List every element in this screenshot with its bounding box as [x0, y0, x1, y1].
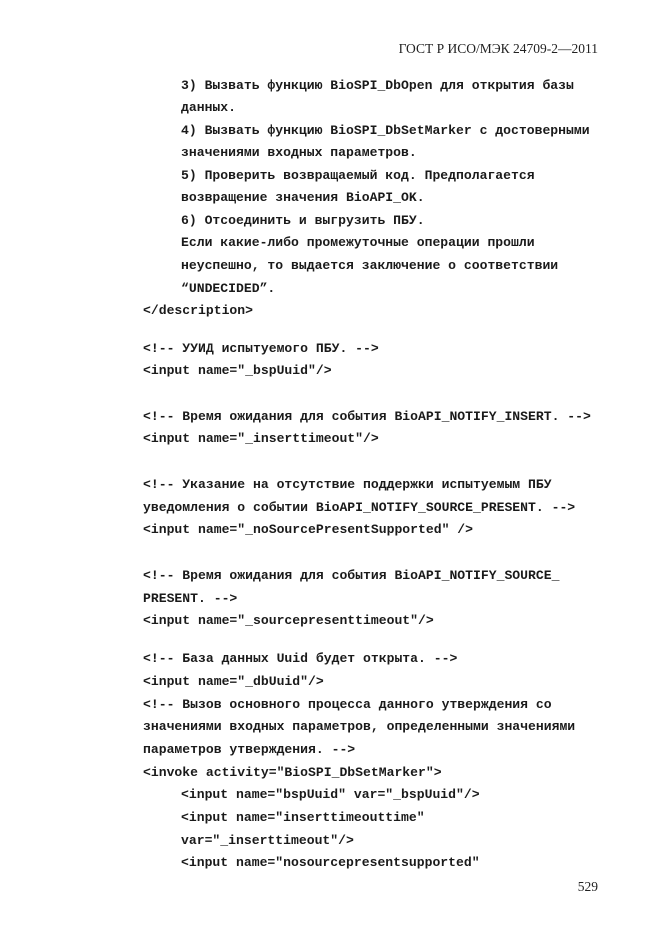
- code-line: <input name="_sourcepresenttimeout"/>: [143, 613, 434, 628]
- code-line: 6) Отсоединить и выгрузить ПБУ.: [181, 213, 425, 228]
- code-line: значениями входных параметров, определенными значениями: [143, 719, 576, 734]
- code-line: параметров утверждения. -->: [143, 742, 356, 757]
- code-line: <input name="bspUuid" var="_bspUuid"/>: [181, 787, 480, 802]
- code-line: <input name="_dbUuid"/>: [143, 674, 324, 689]
- code-line: <!-- УУИД испытуемого ПБУ. -->: [143, 341, 379, 356]
- document-header: ГОСТ Р ИСО/МЭК 24709-2—2011: [398, 41, 598, 56]
- code-line: 4) Вызвать функцию BioSPI_DbSetMarker с достоверными: [181, 123, 590, 138]
- code-line: <input name="_inserttimeout"/>: [143, 431, 379, 446]
- code-line: данных.: [181, 100, 237, 115]
- code-line: PRESENT. -->: [143, 591, 238, 606]
- code-line: <!-- Время ожидания для события BioAPI_NOTIFY_SOURCE_: [143, 568, 560, 583]
- code-line: <!-- Время ожидания для события BioAPI_NOTIFY_INSERT. -->: [143, 409, 591, 424]
- code-line: <!-- База данных Uuid будет открыта. -->: [143, 651, 458, 666]
- code-line: var="_inserttimeout"/>: [181, 833, 354, 848]
- code-line: возвращение значения BioAPI_OK.: [181, 190, 425, 205]
- code-line: Если какие-либо промежуточные операции прошли: [181, 235, 535, 250]
- page-number: 529: [577, 879, 598, 894]
- code-line: </description>: [143, 303, 254, 318]
- code-line: <!-- Указание на отсутствие поддержки испытуемым ПБУ: [143, 477, 552, 492]
- code-line: “UNDECIDED”.: [181, 281, 276, 296]
- code-line: неуспешно, то выдается заключение о соответствии: [181, 258, 559, 273]
- code-line: <input name="inserttimeouttime": [181, 810, 425, 825]
- code-line: уведомления о событии BioAPI_NOTIFY_SOURCE_PRESENT. -->: [143, 500, 576, 515]
- code-line: <!-- Вызов основного процесса данного утверждения со: [143, 697, 552, 712]
- code-line: <invoke activity="BioSPI_DbSetMarker">: [143, 765, 442, 780]
- code-line: значениями входных параметров.: [181, 145, 417, 160]
- code-line: 5) Проверить возвращаемый код. Предполагается: [181, 168, 535, 183]
- code-line: <input name="nosourcepresentsupported": [181, 855, 480, 870]
- code-line: 3) Вызвать функцию BioSPI_DbOpen для открытия базы: [181, 78, 574, 93]
- code-line: <input name="_noSourcePresentSupported" />: [143, 522, 474, 537]
- code-line: <input name="_bspUuid"/>: [143, 363, 332, 378]
